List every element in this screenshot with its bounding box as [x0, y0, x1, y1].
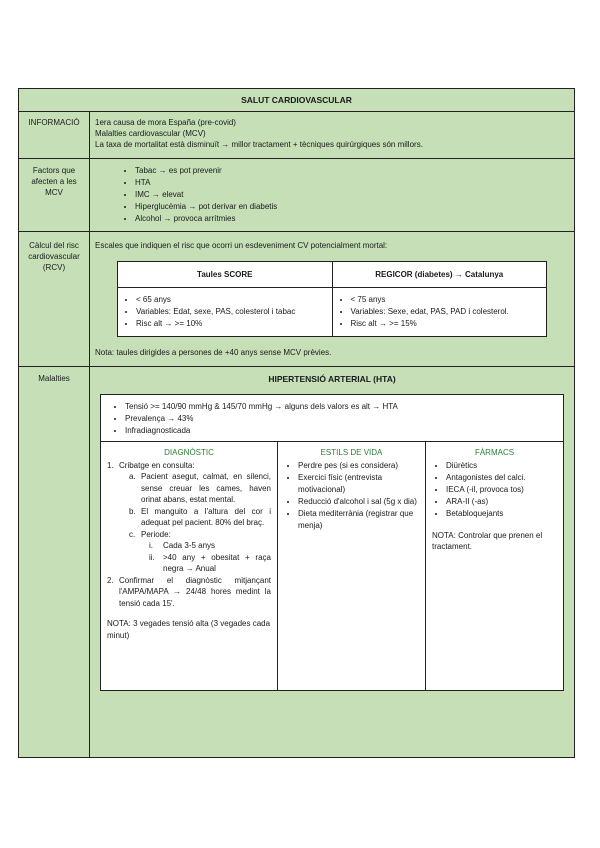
estils-list: [284, 460, 419, 532]
factors-row: [19, 159, 574, 232]
diagnostic-note: NOTA: 3 vegades tensió alta (3 vegades cada minut): [107, 619, 271, 640]
list-text: Confirmar el diagnòstic mitjançant l'AMPA/MAPA → 24/48 hores medint la tensió cada 15'.: [119, 575, 271, 608]
score-header: Taules SCORE: [118, 262, 332, 288]
regicor-column: [332, 262, 547, 336]
list-item: • Prevalença → 43%: [125, 413, 559, 425]
list-item: [107, 552, 271, 575]
list-text: Periode:: [141, 529, 171, 539]
info-line: La taxa de mortalitat està disminuït → millor tractament + tècniques quirúrgiques són millors.: [95, 140, 423, 149]
factors-content: [90, 159, 574, 231]
list-number: a.: [129, 472, 136, 481]
hta-title: HIPERTENSIÓ ARTERIAL (HTA): [268, 374, 396, 384]
list-item: [107, 460, 271, 472]
list-item: • HTA: [135, 177, 569, 189]
list-item: • Risc alt → >= 15%: [351, 318, 547, 330]
document-table: [18, 88, 575, 758]
list-item: [107, 529, 271, 541]
rcv-label: Càlcul del risc cardiovascular (RCV): [19, 232, 90, 366]
informacio-row: [19, 112, 574, 159]
list-item: [107, 471, 271, 506]
estils-header: ESTILS DE VIDA: [320, 448, 383, 457]
informacio-label: INFORMACIÓ: [19, 112, 90, 158]
malalties-content: [90, 367, 574, 757]
hta-list: [101, 401, 559, 437]
list-item: • Antagonistes del calci.: [446, 472, 557, 484]
factors-label: Factors que afecten a les MCV: [19, 159, 90, 231]
list-item: [107, 540, 271, 552]
hta-box: [100, 394, 564, 691]
farmacs-column: [425, 442, 563, 690]
list-item: • Diürètics: [446, 460, 557, 472]
list-item: [107, 575, 271, 610]
list-text: >40 any + obesitat + raça negra → Anual: [163, 552, 271, 573]
regicor-list: [333, 288, 547, 336]
rcv-intro: Escales que indiquen el risc que ocorri un esdeveniment CV potencialment mortal:: [95, 241, 388, 250]
list-number: c.: [129, 529, 136, 539]
farmacs-header: FÀRMACS: [474, 448, 515, 457]
list-item: • Betabloquejants: [446, 508, 557, 520]
score-list: [118, 288, 332, 336]
regicor-header: REGICOR (diabetes) → Catalunya: [333, 262, 547, 288]
score-table: [117, 261, 547, 337]
list-number: i.: [149, 541, 153, 550]
rcv-content: [90, 232, 574, 366]
malalties-row: [19, 367, 574, 757]
list-item: • Risc alt → >= 10%: [136, 318, 332, 330]
score-column: [118, 262, 332, 336]
hta-summary: [101, 395, 563, 442]
list-number: 1.: [107, 460, 114, 470]
diagnostic-column: [101, 442, 277, 690]
list-item: • < 75 anys: [351, 294, 547, 306]
list-item: • IMC → elevat: [135, 189, 569, 201]
informacio-content: [90, 112, 574, 158]
list-text: Pacient asegut, calmat, en silenci, sense creuar les cames, haven orinat abans, estat mental.: [141, 472, 271, 504]
farmacs-note: NOTA: Controlar que prenen el tractament.: [432, 530, 543, 551]
list-item: • Hiperglucèmia → pot derivar en diabetis: [135, 201, 569, 213]
rcv-note: Nota: taules dirigides a persones de +40 anys sense MCV prèvies.: [95, 348, 332, 357]
estils-column: [277, 442, 425, 690]
list-text: El manguito a l'altura del cor i adequat pel pacient. 80% del braç.: [141, 506, 271, 527]
list-item: • Variables: Edat, sexe, PAS, colesterol i tabac: [136, 306, 332, 318]
rcv-row: [19, 232, 574, 367]
info-line: 1era causa de mora España (pre-covid): [95, 118, 236, 127]
diagnostic-header: DIAGNÒSTIC: [164, 448, 214, 457]
list-item: [107, 506, 271, 529]
list-item: • Alcohol → provoca arrítmies: [135, 213, 569, 225]
list-text: Cribatge en consulta:: [119, 460, 195, 470]
info-line: Malalties cardiovascular (MCV): [95, 129, 206, 138]
list-number: b.: [129, 506, 136, 516]
list-item: • Reducció d'alcohol i sal (5g x dia): [298, 496, 419, 508]
list-text: Cada 3-5 anys: [163, 541, 216, 550]
list-item: • < 65 anys: [136, 294, 332, 306]
factors-list: [95, 165, 569, 225]
malalties-label: Malalties: [19, 367, 90, 757]
list-item: • Perdre pes (si es considera): [298, 460, 419, 472]
list-item: • Tensió >= 140/90 mmHg & 145/70 mmHg → alguns dels valors es alt → HTA: [125, 401, 559, 413]
list-item: • IECA (-il, provoca tos): [446, 484, 557, 496]
hta-columns: [101, 442, 563, 690]
list-item: • Dieta mediterrània (registrar que menja): [298, 508, 419, 532]
list-item: • ARA-II (-as): [446, 496, 557, 508]
list-number: ii.: [149, 552, 155, 562]
list-item: • Infradiagnosticada: [125, 425, 559, 437]
list-item: • Exercici físic (entrevista motivacional): [298, 472, 419, 496]
farmacs-list: [432, 460, 557, 520]
list-item: • Variables: Sexe, edat, PAS, PAD i colesterol.: [351, 306, 547, 318]
list-number: 2.: [107, 575, 114, 585]
list-item: • Tabac → es pot prevenir: [135, 165, 569, 177]
page-title: SALUT CARDIOVASCULAR: [19, 89, 574, 112]
